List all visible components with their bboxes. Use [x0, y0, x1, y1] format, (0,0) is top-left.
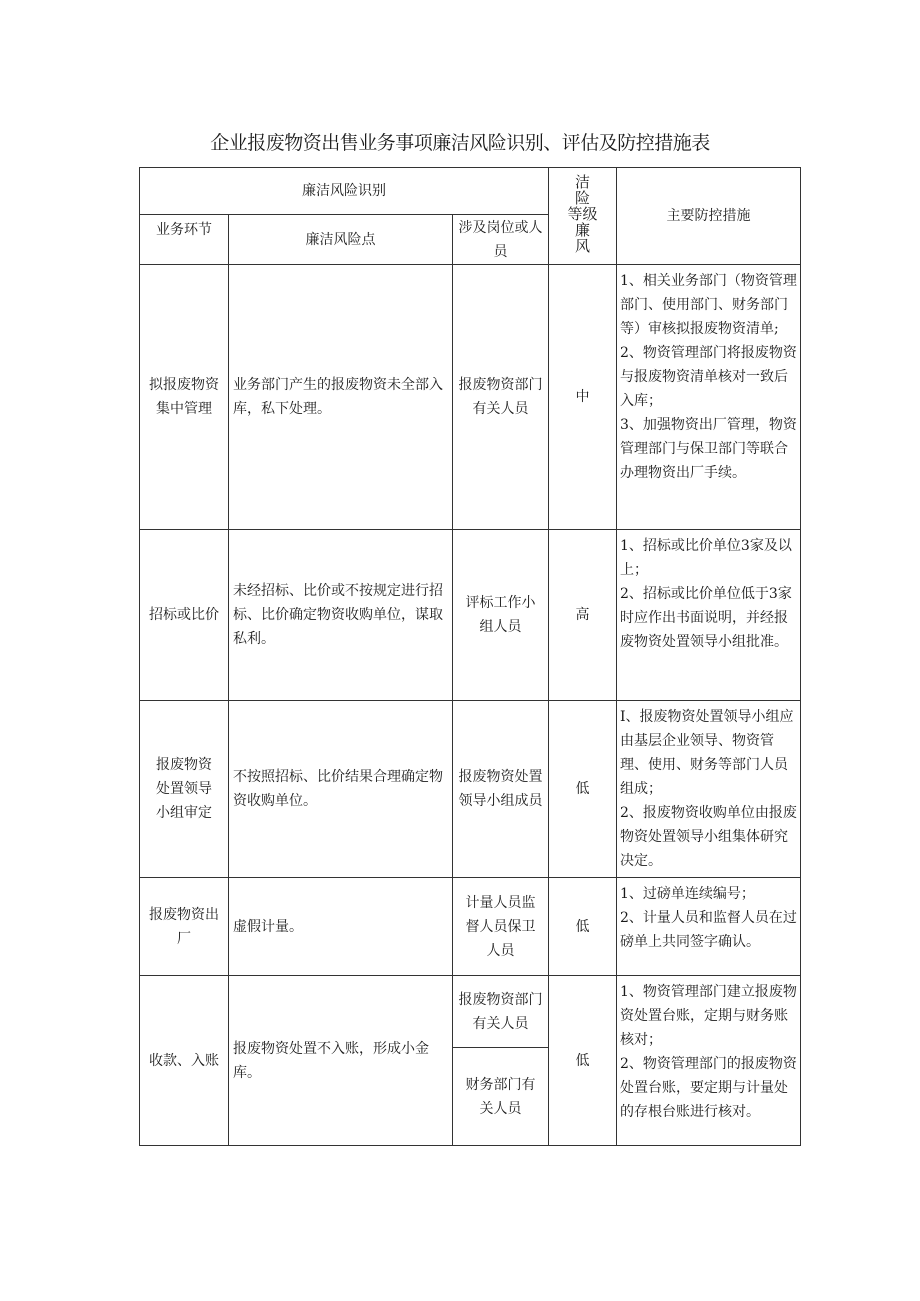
measure-item: 2、报废物资收购单位由报废物资处置领导小组集体研究决定。 — [620, 805, 797, 869]
measures-cell — [617, 265, 801, 530]
header-risk-level — [549, 168, 617, 265]
risk-cell: 业务部门产生的报废物资未全部入库，私下处理。 — [229, 265, 453, 530]
post-cell: 报废物资处置领导小组成员 — [453, 701, 549, 878]
header-post: 涉及岗位或人员 — [453, 215, 549, 265]
risk-cell: 未经招标、比价或不按规定进行招标、比价确定物资收购单位，谋取私利。 — [229, 530, 453, 701]
level-cell: 中 — [549, 265, 617, 530]
post-cell: 评标工作小组人员 — [453, 530, 549, 701]
header-level-line: 等级 — [567, 204, 598, 223]
stage-cell: 收款、入账 — [140, 976, 229, 1146]
table-row — [140, 976, 801, 1048]
stage-cell: 报废物资出厂 — [140, 878, 229, 976]
stage-cell: 拟报废物资集中管理 — [140, 265, 229, 530]
header-level-line: 风 — [575, 236, 591, 255]
header-stage: 业务环节 — [140, 215, 229, 265]
measure-item: 1、相关业务部门（物资管理部门、使用部门、财务部门等）审核拟报废物资清单; — [620, 273, 797, 337]
measure-item: 1、过磅单连续编号； — [620, 886, 755, 902]
header-risk-identification: 廉洁风险识别 — [140, 168, 549, 215]
measure-item: 2、计量人员和监督人员在过磅单上共同签字确认。 — [620, 910, 797, 950]
stage-cell: 招标或比价 — [140, 530, 229, 701]
risk-table — [139, 167, 801, 1146]
table-row — [140, 701, 801, 878]
stage-cell: 报废物资处置领导小组审定 — [140, 701, 229, 878]
measures-cell — [617, 976, 801, 1146]
level-cell: 低 — [549, 701, 617, 878]
post-cell: 财务部门有关人员 — [453, 1048, 549, 1146]
level-cell: 低 — [549, 878, 617, 976]
header-level-line: 险 — [575, 188, 591, 207]
measure-item: I、报废物资处置领导小组应由基层企业领导、物资管理、使用、财务等部门人员组成； — [620, 709, 794, 797]
header-measures: 主要防控措施 — [617, 168, 801, 265]
table-row — [140, 530, 801, 701]
header-level-line: 廉 — [575, 220, 591, 239]
header-row-1 — [140, 168, 801, 215]
header-risk-point: 廉洁风险点 — [229, 215, 453, 265]
measures-cell — [617, 701, 801, 878]
measure-item: 1、物资管理部门建立报废物资处置台账，定期与财务账核对； — [620, 984, 797, 1048]
risk-cell: 不按照招标、比价结果合理确定物资收购单位。 — [229, 701, 453, 878]
measures-cell — [617, 878, 801, 976]
header-level-line: 洁 — [575, 172, 591, 191]
measure-item: 1、招标或比价单位3家及以上； — [620, 538, 792, 578]
risk-cell: 报废物资处置不入账，形成小金库。 — [229, 976, 453, 1146]
risk-cell: 虚假计量。 — [229, 878, 453, 976]
measure-item: 2、物资管理部门将报废物资与报废物资清单核对一致后入库； — [620, 345, 797, 409]
measure-item: 3、加强物资出厂管理，物资管理部门与保卫部门等联合办理物资出厂手续。 — [620, 417, 797, 481]
measure-item: 2、招标或比价单位低于3家时应作出书面说明，并经报废物资处置领导小组批准。 — [620, 586, 792, 650]
table-row — [140, 878, 801, 976]
measure-item: 2、物资管理部门的报废物资处置台账，要定期与计量处的存根台账进行核对。 — [620, 1056, 797, 1120]
level-cell: 低 — [549, 976, 617, 1146]
table-row — [140, 265, 801, 530]
level-cell: 高 — [549, 530, 617, 701]
measures-cell — [617, 530, 801, 701]
page-title: 企业报废物资出售业务事项廉洁风险识别、评估及防控措施表 — [210, 132, 710, 154]
post-cell: 报废物资部门有关人员 — [453, 976, 549, 1048]
post-cell: 报废物资部门有关人员 — [453, 265, 549, 530]
post-cell: 计量人员监督人员保卫人员 — [453, 878, 549, 976]
